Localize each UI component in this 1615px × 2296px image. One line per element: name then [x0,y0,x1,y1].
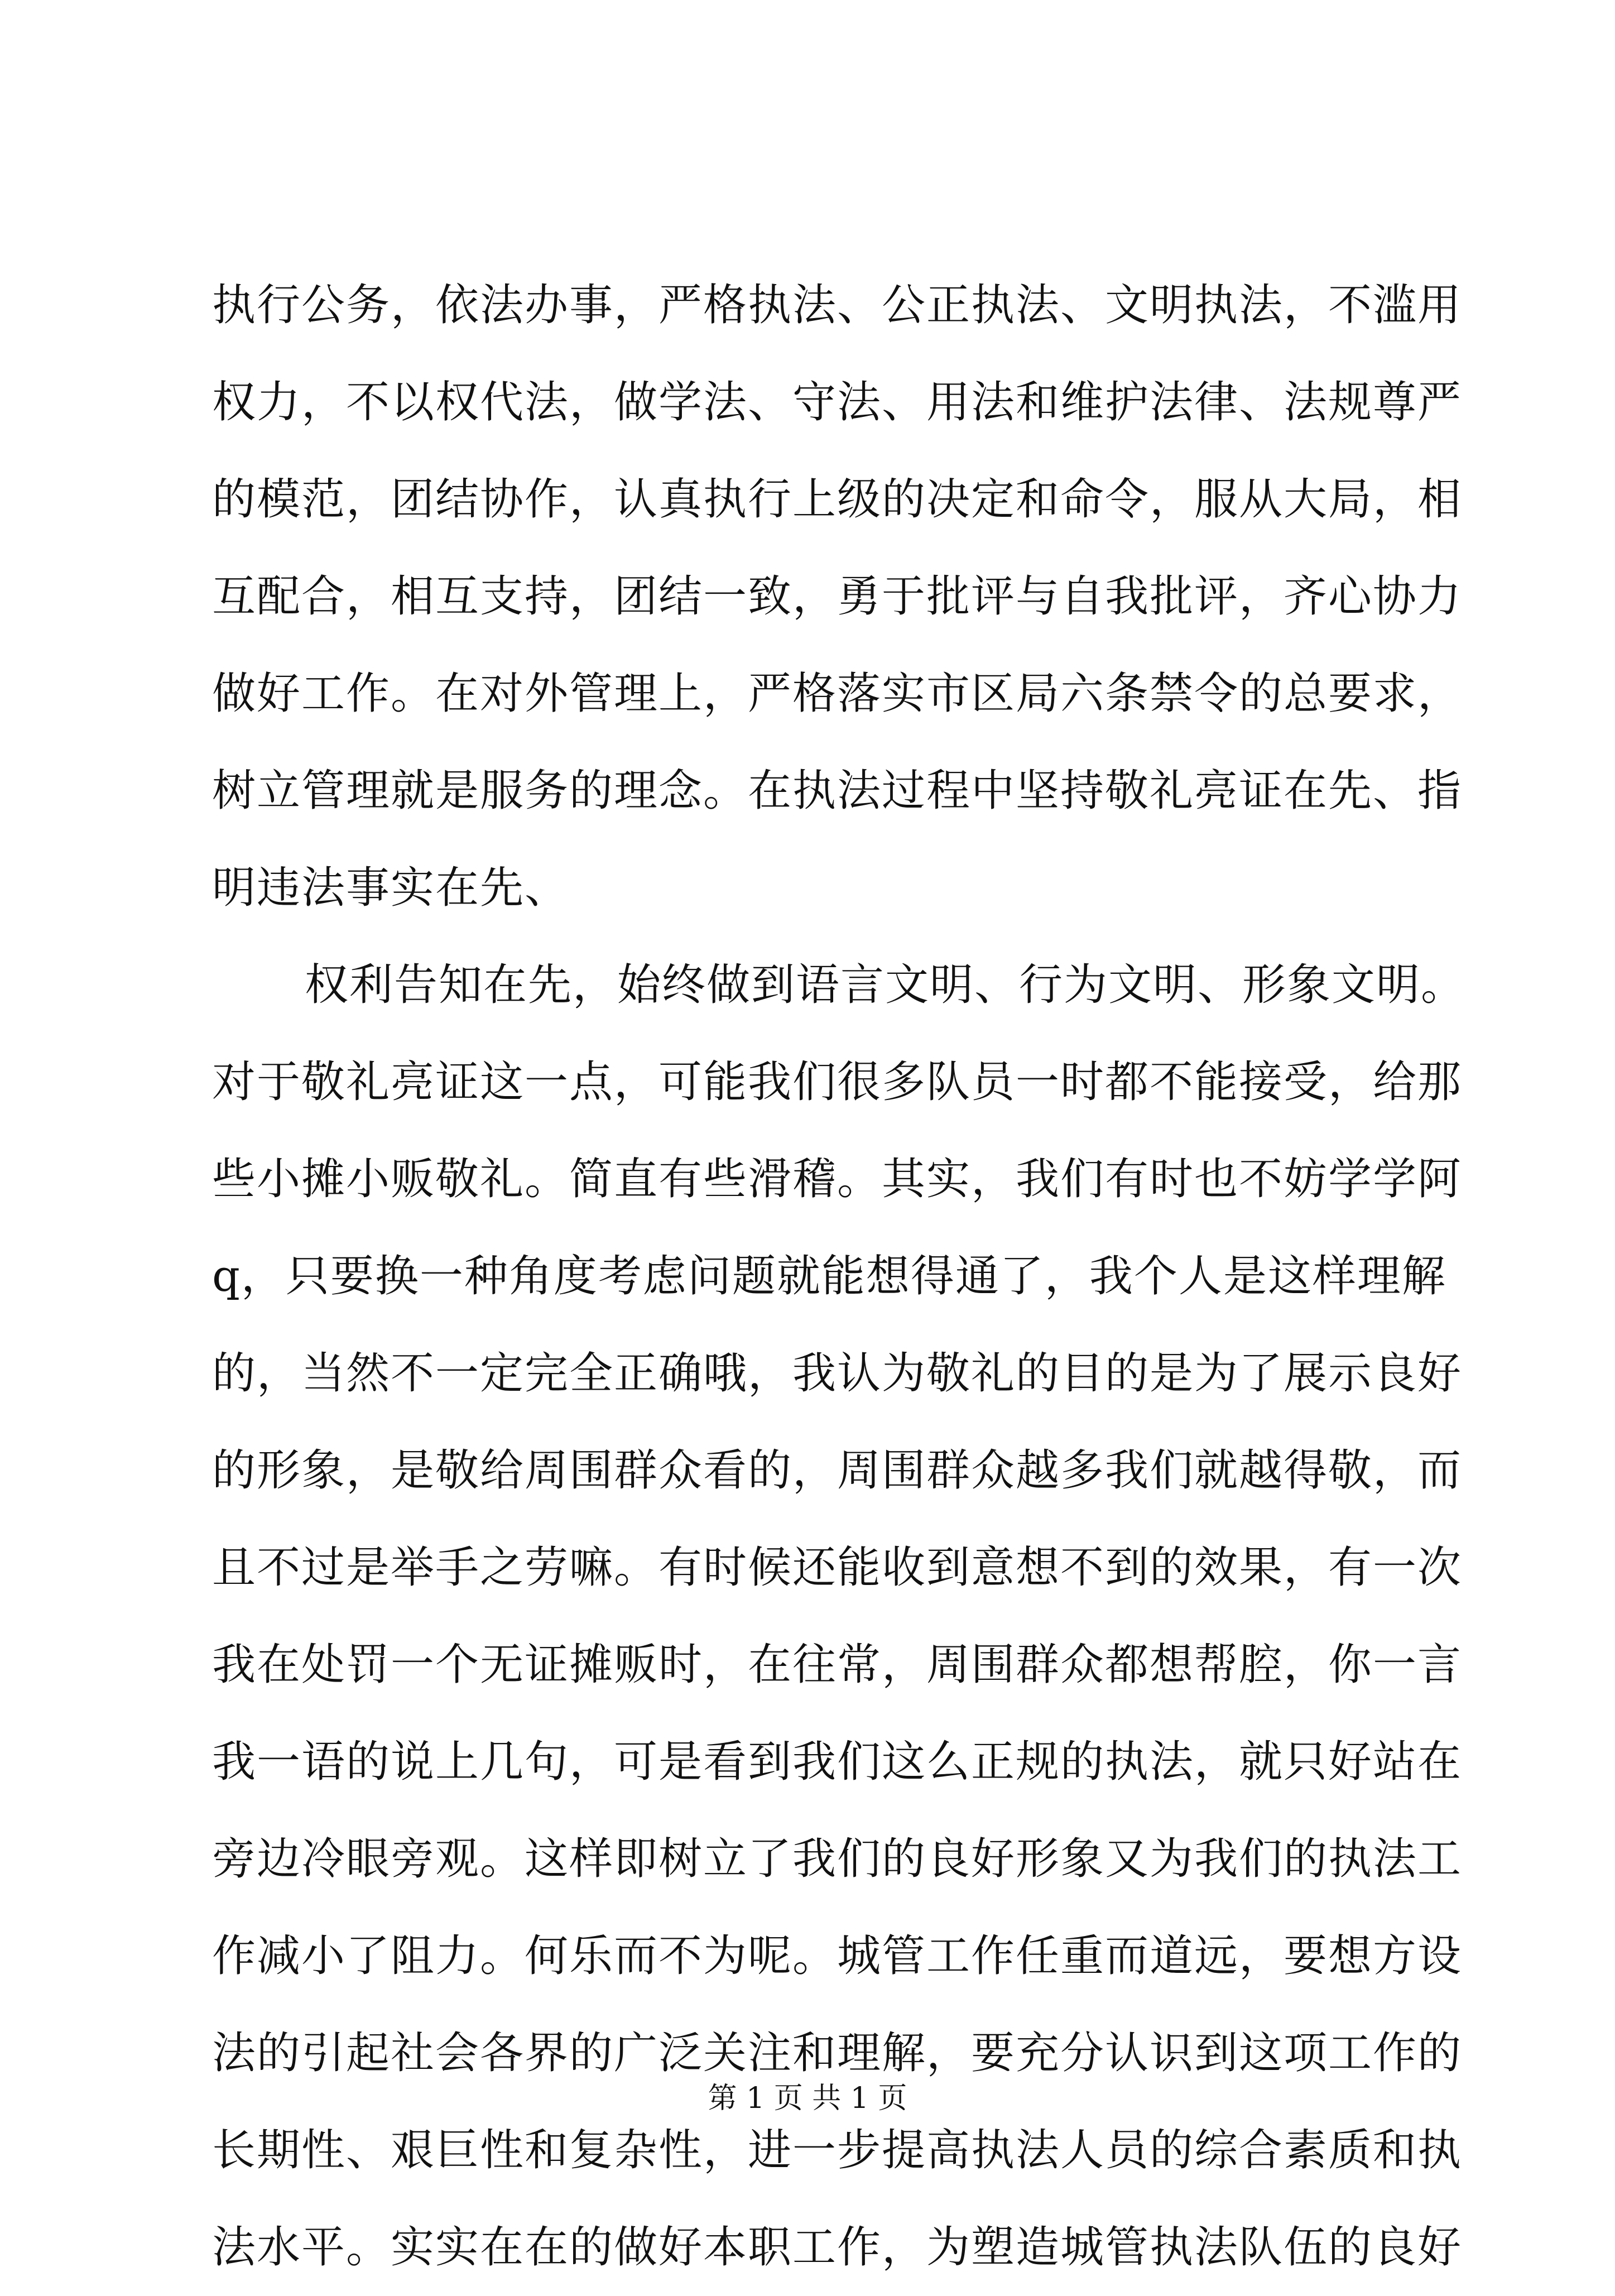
text-line: 且不过是举手之劳嘛。有时候还能收到意想不到的效果，有一次 [212,1543,1463,1593]
text-line: 执行公务，依法办事，严格执法、公正执法、文明执法，不滥用 [212,280,1463,330]
text-line: 法的引起社会各界的广泛关注和理解，要充分认识到这项工作的 [212,2028,1463,2078]
paragraph-first-line: 权利告知在先，始终做到语言文明、行为文明、形象文明。 [305,960,1466,1010]
text-line: 法水平。实实在在的做好本职工作，为塑造城管执法队伍的良好 [212,2222,1463,2273]
page-footer [0,2076,1615,2121]
text-line: 的模范，团结协作，认真执行上级的决定和命令，服从大局，相 [212,474,1463,525]
document-body [212,257,1466,2296]
text-line: q，只要换一种角度考虑问题就能想得通了，我个人是这样理解 [212,1251,1446,1301]
text-line: 权力，不以权代法，做学法、守法、用法和维护法律、法规尊严 [212,377,1463,428]
text-line: 我一语的说上几句，可是看到我们这么正规的执法，就只好站在 [212,1737,1463,1787]
text-line: 对于敬礼亮证这一点，可能我们很多队员一时都不能接受，给那 [212,1057,1463,1107]
text-line: 树立管理就是服务的理念。在执法过程中坚持敬礼亮证在先、指 [212,766,1463,816]
text-line: 互配合，相互支持，团结一致，勇于批评与自我批评，齐心协力 [212,571,1463,622]
text-line: 作减小了阻力。何乐而不为呢。城管工作任重而道远，要想方设 [212,1931,1463,1981]
text-line: 做好工作。在对外管理上，严格落实市区局六条禁令的总要求， [212,669,1463,719]
text-line: 我在处罚一个无证摊贩时，在往常，周围群众都想帮腔，你一言 [212,1640,1463,1690]
text-line: 些小摊小贩敬礼。简直有些滑稽。其实，我们有时也不妨学学阿 [212,1154,1463,1204]
text-line: 长期性、艰巨性和复杂性，进一步提高执法人员的综合素质和执 [212,2125,1463,2175]
text-line: 的形象，是敬给周围群众看的，周围群众越多我们就越得敬，而 [212,1445,1463,1496]
page-number-label: 第 1 页 共 1 页 [708,2082,907,2115]
text-line: 明违法事实在先、 [212,863,570,913]
text-line: 的，当然不一定完全正确哦，我认为敬礼的目的是为了展示良好 [212,1348,1463,1399]
text-line: 旁边冷眼旁观。这样即树立了我们的良好形象又为我们的执法工 [212,1834,1463,1884]
